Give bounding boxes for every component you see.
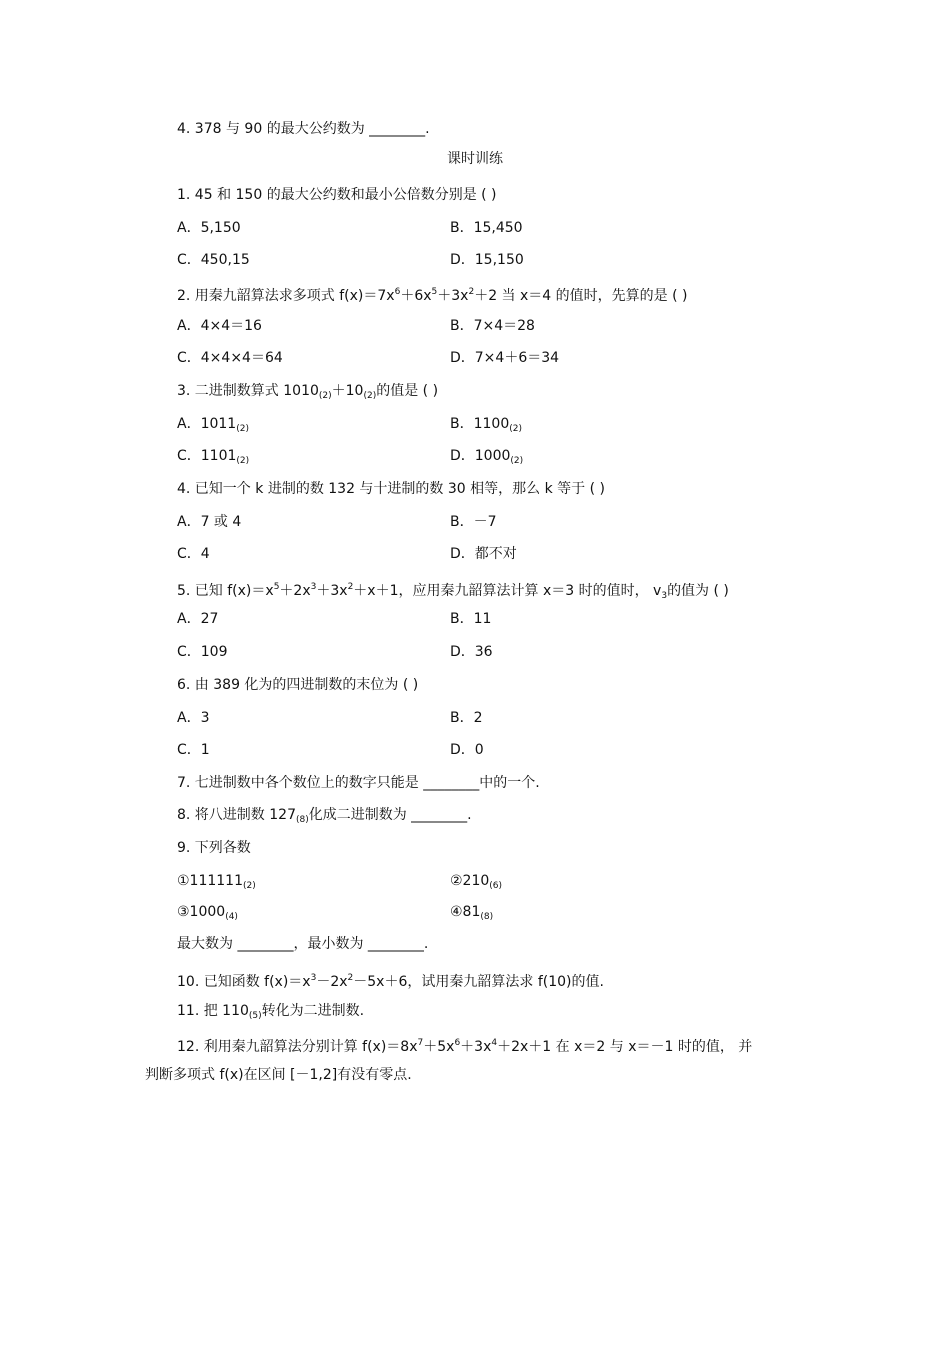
question-5-option-a: A．27 (177, 611, 219, 627)
question-3-option-d: D．$1000_{(2)}$ (450, 448, 524, 466)
question-8-stem: 8. 将八进制数 $127_{(8)}$化成二进制数为 ________. (177, 807, 472, 825)
question-2-option-a: A．4×4＝16 (177, 318, 262, 334)
question-9-stem: 9. 下列各数 (177, 840, 251, 856)
question-4-option-a: A．7 或 4 (177, 514, 242, 530)
question-9-item-1: $①111111_{(2)}$ (177, 873, 256, 891)
question-3-option-c: C．$1101_{(2)}$ (177, 448, 250, 466)
question-12-stem-line-1: 12. 利用秦九韶算法分别计算 $f(x)=8x^7+5x^6+3x^4+2x+1$ 在 x＝2 与 x＝－1 时的值， 并 (177, 1038, 753, 1055)
question-4-option-b: B．－7 (450, 514, 497, 530)
question-5-option-b: B．11 (450, 611, 492, 627)
question-2-option-c: C．4×4×4＝64 (177, 350, 283, 366)
question-6-option-b: B．2 (450, 710, 483, 726)
question-9-item-3: $③1000_{(4)}$ (177, 904, 238, 922)
section-title: 课时训练 (447, 151, 503, 167)
question-1-option-b: B．15,450 (450, 220, 523, 236)
question-4-option-d: D．都不对 (450, 546, 517, 562)
question-6-option-a: A．3 (177, 710, 210, 726)
question-3-stem: 3. 二进制数算式 $1010_{(2)}+10_{(2)}$的值是 ( ) (177, 383, 439, 401)
question-2-stem: 2. 用秦九韶算法求多项式 $f(x)=7x^6+6x^5+3x^2+2$ 当 x＝4 的值时，先算的是 ( ) (177, 287, 688, 304)
question-6-stem: 6. 由 389 化为的四进制数的末位为 ( ) (177, 677, 419, 693)
question-3-option-b: B．$1100_{(2)}$ (450, 416, 522, 434)
question-12-stem-line-2: 判断多项式 f(x)在区间 [－1,2]有没有零点. (145, 1067, 412, 1083)
question-3-option-a: A．$1011_{(2)}$ (177, 416, 249, 434)
question-11-stem: 11. 把 $110_{(5)}$转化为二进制数. (177, 1003, 365, 1021)
question-9-item-4: $④81_{(8)}$ (450, 904, 494, 922)
question-2-option-b: B．7×4＝28 (450, 318, 535, 334)
question-7-stem: 7. 七进制数中各个数位上的数字只能是 ________中的一个. (177, 775, 540, 791)
question-9-answer-line: 最大数为 ________，最小数为 ________. (177, 936, 429, 952)
question-1-option-d: D．15,150 (450, 252, 524, 268)
question-1-option-c: C．450,15 (177, 252, 250, 268)
question-6-option-c: C．1 (177, 742, 210, 758)
question-5-option-c: C．109 (177, 644, 228, 660)
question-4-stem: 4. 已知一个 k 进制的数 132 与十进制的数 30 相等，那么 k 等于 ( ) (177, 481, 605, 497)
question-10-stem: 10. 已知函数 $f(x)=x^3-2x^2-5x+6$，试用秦九韶算法求 f(10)的值. (177, 973, 604, 990)
question-5-stem: 5. 已知 $f(x)=x^5+2x^3+3x^2+x+1$，应用秦九韶算法计算 x＝3 时的值时， $v_3$的值为 ( ) (177, 582, 729, 601)
question-2-option-d: D．7×4＋6＝34 (450, 350, 560, 366)
question-9-item-2: $②210_{(6)}$ (450, 873, 503, 891)
question-6-option-d: D．0 (450, 742, 484, 758)
question-4-option-c: C．4 (177, 546, 210, 562)
question-1-option-a: A．5,150 (177, 220, 241, 236)
pre-question-4: 4. 378 与 90 的最大公约数为 ________. (177, 121, 430, 137)
question-1-stem: 1. 45 和 150 的最大公约数和最小公倍数分别是 ( ) (177, 187, 497, 203)
question-5-option-d: D．36 (450, 644, 493, 660)
